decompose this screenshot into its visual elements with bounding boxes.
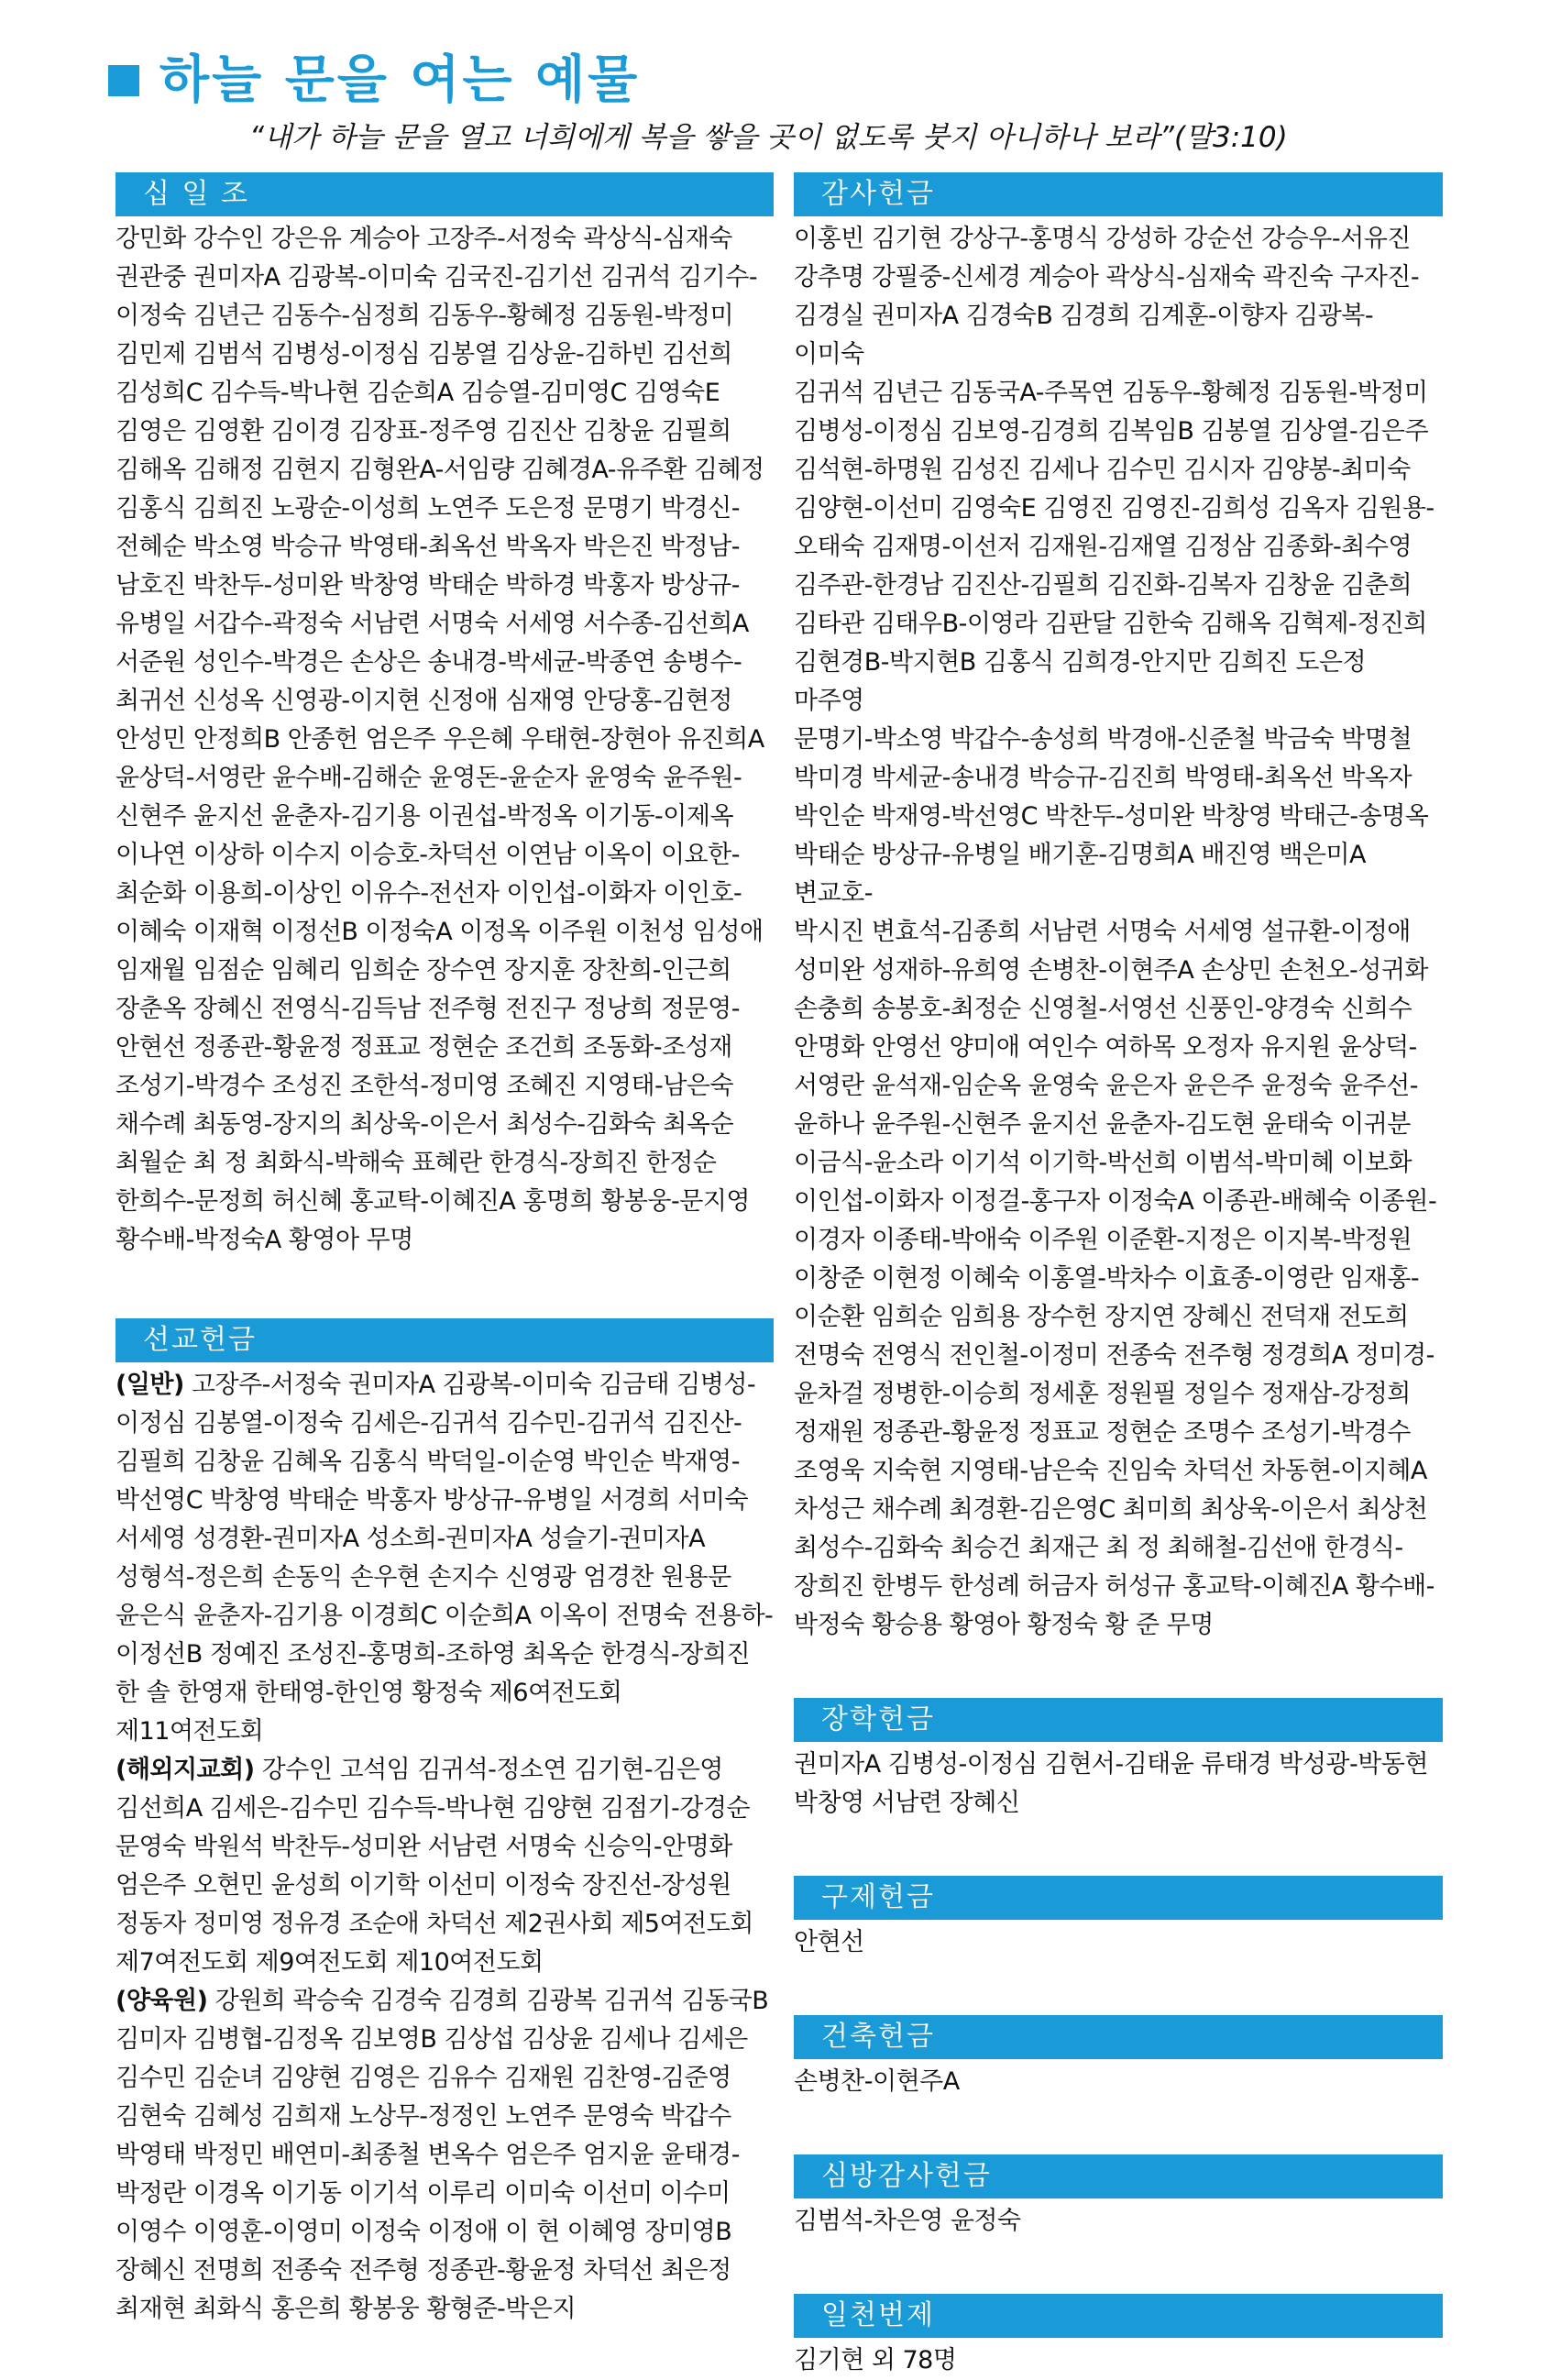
building-list (794, 2063, 1443, 2101)
section-thanks (794, 172, 1443, 1645)
text-line: 윤은식 윤춘자-김기용 이경희C 이순희A 이옥이 전명숙 전용하- (115, 1602, 774, 1630)
text-line: 김필희 김창윤 김혜옥 김홍식 박덕일-이순영 박인순 박재영- (115, 1448, 740, 1476)
page-title: 하늘 문을 여는 예물 (159, 50, 641, 110)
text-line: 김영은 김영환 김이경 김장표-정주영 김진산 김창윤 김필희 (115, 417, 731, 446)
text-line: 박선영C 박창영 박태순 박홍자 방상규-유병일 서경희 서미숙 (115, 1486, 749, 1515)
text-line: 최귀선 신성옥 신영광-이지현 신정애 심재영 안당홍-김현정 (115, 687, 732, 715)
text-line: 장희진 한병두 한성례 허금자 허성규 홍교탁-이혜진A 황수배- (794, 1572, 1435, 1601)
text-line: 김주관-한경남 김진산-김필희 김진화-김복자 김창윤 김춘희 (794, 571, 1413, 600)
text-line: 안현선 (794, 1928, 864, 1956)
section-heading-mission: 선교헌금 (115, 1318, 774, 1362)
scripture-verse: “내가 하늘 문을 열고 너희에게 복을 쌓을 곳이 없도록 붓지 아니하나 보라”(말3:10) (249, 121, 1288, 154)
text-line: 안성민 안정희B 안종헌 엄은주 우은혜 우태현-장현아 유진희A (115, 725, 764, 754)
text-line: 최성수-김화숙 최승건 최재근 최 정 최해철-김선애 한경식- (794, 1534, 1403, 1562)
text-line: 한 솔 한영재 한태영-한인영 황정숙 제6여전도회 제11여전도회 (115, 1679, 622, 1746)
text-line: 김범석-차은영 윤정숙 (794, 2207, 1021, 2235)
text-line: 이순환 임희순 임희용 장수헌 장지연 장혜신 전덕재 전도희 (794, 1303, 1409, 1331)
text-line: 이창준 이현정 이혜숙 이홍열-박차수 이효종-이영란 임재홍- (794, 1264, 1420, 1293)
group-label: (해외지교회) (115, 1756, 255, 1784)
text-line: 성형석-정은희 손동익 손우현 손지수 신영광 엄경찬 원용문 (115, 1563, 731, 1592)
text-line: 이금식-윤소라 이기석 이기학-박선희 이범석-박미혜 이보화 (794, 1149, 1413, 1177)
text-line: 남호진 박찬두-성미완 박창영 박태순 박하경 박홍자 방상규- (115, 571, 740, 600)
spacer (115, 1260, 774, 1318)
text-line: 김민제 김범석 김병성-이정심 김봉열 김상윤-김하빈 김선희 (115, 340, 732, 369)
text-line: 박미경 박세균-송내경 박승규-김진희 박영태-최옥선 박옥자 (794, 764, 1413, 792)
title-row (108, 44, 1483, 117)
text-line: 박태순 방상규-유병일 배기훈-김명희A 배진영 백은미A 변교호- (794, 841, 1366, 908)
text-line: 이혜숙 이재혁 이정선B 이정숙A 이정옥 이주원 이천성 임성애 (115, 918, 764, 946)
text-line: 최순화 이용희-이상인 이유수-전선자 이인섭-이화자 이인호- (115, 879, 742, 908)
text-line: 최재현 최화식 홍은희 황봉웅 황형준-박은지 (115, 2295, 577, 2323)
section-building (794, 2015, 1443, 2101)
text-line: 박창영 서남련 장혜신 (794, 1789, 1020, 1817)
text-line: 정재원 정종관-황윤정 정표교 정현순 조명수 조성기-박경수 (794, 1418, 1411, 1447)
text-line: 김해옥 김해정 김현지 김형완A-서임량 김혜경A-유주환 김혜정 (115, 456, 764, 484)
text-line: (해외지교회) 강수인 고석임 김귀석-정소연 김기현-김은영 (115, 1756, 723, 1784)
text-line: 이경자 이종태-박애숙 이주원 이준환-지정은 이지복-박정원 (794, 1226, 1413, 1254)
text-line: 차성근 채수례 최경환-김은영C 최미희 최상욱-이은서 최상천 (794, 1495, 1428, 1524)
text-line: 최월순 최 정 최화식-박해숙 표혜란 한경식-장희진 한정순 (115, 1149, 717, 1177)
section-heading-scholarship: 장학헌금 (794, 1698, 1443, 1742)
section-scholarship (794, 1698, 1443, 1823)
text-line: 황수배-박정숙A 황영아 무명 (115, 1226, 413, 1254)
text-line: 김경실 권미자A 김경숙B 김경희 김계훈-이향자 김광복-이미숙 (794, 302, 1374, 369)
mission-list (115, 1366, 774, 2329)
text-line: 이홍빈 김기현 강상구-홍명식 강성하 강순선 강승우-서유진 (794, 225, 1411, 253)
text-line: 권미자A 김병성-이정심 김현서-김태윤 류태경 박성광-박동현 (794, 1750, 1428, 1779)
text-line: 박시진 변효석-김종희 서남련 서명숙 서세영 설규환-이정애 (794, 918, 1411, 946)
text-line: 김성희C 김수득-박나현 김순희A 김승열-김미영C 김영숙E (115, 379, 720, 407)
spacer (794, 1645, 1443, 1698)
visit-list (794, 2202, 1443, 2241)
section-heading-onethousand: 일천번제 (794, 2294, 1443, 2338)
group-label: (양육원) (115, 1987, 208, 2015)
text-line: 김선희A 김세은-김수민 김수득-박나현 김양현 김점기-강경순 (115, 1794, 750, 1823)
text-line: 전혜순 박소영 박승규 박영태-최옥선 박옥자 박은진 박정남- (115, 533, 740, 561)
text-line: 서세영 성경환-권미자A 성소희-권미자A 성슬기-권미자A (115, 1525, 706, 1553)
text-line: 김현경B-박지현B 김홍식 김희경-안지만 김희진 도은정 마주영 (794, 648, 1367, 715)
text-line: 김미자 김병협-김정옥 김보영B 김상섭 김상윤 김세나 김세은 (115, 2025, 748, 2054)
text-line: 이인섭-이화자 이정걸-홍구자 이정숙A 이종관-배혜숙 이종원- (794, 1187, 1437, 1216)
text-line: 서영란 윤석재-임순옥 윤영숙 윤은자 윤은주 윤정숙 윤주선- (794, 1072, 1418, 1100)
text-line: 한희수-문정희 허신혜 홍교탁-이혜진A 홍명희 황봉웅-문지영 (115, 1187, 750, 1216)
text-line: 이정숙 김년근 김동수-심정희 김동우-황혜정 김동원-박정미 (115, 302, 734, 330)
text-line: 윤차걸 정병한-이승희 정세훈 정원필 정일수 정재삼-강정희 (794, 1380, 1411, 1408)
relief-list (794, 1923, 1443, 1962)
section-onethousand (794, 2294, 1443, 2380)
text-line: 안현선 정종관-황윤정 정표교 정현순 조건희 조동화-조성재 (115, 1033, 732, 1062)
text-line: 조성기-박경수 조성진 조한석-정미영 조혜진 지영태-남은숙 (115, 1072, 734, 1100)
text-line: 장혜신 전명희 전종숙 전주형 정종관-황윤정 차덕선 최은정 (115, 2256, 731, 2285)
page-header (108, 44, 1483, 117)
section-visit (794, 2154, 1443, 2241)
section-tithe (115, 172, 774, 1260)
text-line: 강추명 강필중-신세경 계승아 곽상식-심재숙 곽진숙 구자진- (794, 263, 1420, 292)
text-line: 유병일 서갑수-곽정숙 서남련 서명숙 서세영 서수종-김선희A (115, 610, 749, 638)
text-line: 이정선B 정예진 조성진-홍명희-조하영 최옥순 한경식-장희진 (115, 1640, 751, 1669)
text-line: 김양현-이선미 김영숙E 김영진 김영진-김희성 김옥자 김원용- (794, 494, 1435, 523)
text-line: 장춘옥 장혜신 전영식-김득남 전주형 전진구 정낭희 정문영- (115, 995, 740, 1023)
text-line: 문명기-박소영 박갑수-송성희 박경애-신준철 박금숙 박명철 (794, 725, 1413, 754)
text-line: 김타관 김태우B-이영라 김판달 김한숙 김해옥 김혁제-정진희 (794, 610, 1427, 638)
text-line: 권관중 권미자A 김광복-이미숙 김국진-김기선 김귀석 김기수- (115, 263, 758, 292)
text-line: (양육원) 강원희 곽승숙 김경숙 김경희 김광복 김귀석 김동국B (115, 1987, 769, 2015)
text-line: 채수례 최동영-장지의 최상욱-이은서 최성수-김화숙 최옥순 (115, 1110, 734, 1139)
text-line: 조영욱 지숙현 지영태-남은숙 진임숙 차덕선 차동현-이지혜A (794, 1457, 1427, 1485)
text-line: 이나연 이상하 이수지 이승호-차덕선 이연남 이옥이 이요한- (115, 841, 740, 869)
text-line: 김기현 외 78명 (794, 2346, 957, 2374)
text-line: 김현숙 김혜성 김희재 노상무-정정인 노연주 문영숙 박갑수 (115, 2102, 731, 2131)
group-label: (일반) (115, 1371, 184, 1399)
text-line: 신현주 윤지선 윤춘자-김기용 이권섭-박정옥 이기동-이제옥 (115, 802, 734, 831)
text-line: 제7여전도회 제9여전도회 제10여전도회 (115, 1948, 544, 1977)
text-line: 박인순 박재영-박선영C 박찬두-성미완 박창영 박태근-송명옥 (794, 802, 1429, 831)
section-heading-relief: 구제헌금 (794, 1876, 1443, 1920)
text-line: 김석현-하명원 김성진 김세나 김수민 김시자 김양봉-최미숙 (794, 456, 1411, 484)
text-line: 안명화 안영선 양미애 여인수 여하목 오정자 유지원 윤상덕- (794, 1033, 1417, 1062)
left-column (115, 172, 774, 2329)
text-line: 손병찬-이현주A (794, 2067, 960, 2096)
text-line: 임재월 임점순 임혜리 임희순 장수연 장지훈 장찬희-인근희 (115, 956, 731, 985)
section-relief (794, 1876, 1443, 1962)
text-line: 박영태 박정민 배연미-최종철 변옥수 엄은주 엄지윤 윤태경- (115, 2141, 740, 2169)
section-heading-tithe: 십 일 조 (115, 172, 774, 216)
text-line: 박정란 이경옥 이기동 이기석 이루리 이미숙 이선미 이수미 (115, 2179, 731, 2208)
text-line: 성미완 성재하-유희영 손병찬-이현주A 손상민 손천오-성귀화 (794, 956, 1428, 985)
text-line: 이영수 이영훈-이영미 이정숙 이정애 이 현 이혜영 장미영B (115, 2218, 732, 2246)
title-bullet-icon (108, 65, 139, 96)
text-line: 김수민 김순녀 김양현 김영은 김유수 김재원 김찬영-김준영 (115, 2064, 731, 2092)
text-line: 전명숙 전영식 전인철-이정미 전종숙 전주형 정경희A 정미경- (794, 1341, 1435, 1370)
spacer (794, 1962, 1443, 2015)
text-line: (일반) 고장주-서정숙 권미자A 김광복-이미숙 김금태 김병성- (115, 1371, 756, 1399)
text-line: 박정숙 황승용 황영아 황정숙 황 준 무명 (794, 1611, 1214, 1639)
text-line: 윤하나 윤주원-신현주 윤지선 윤춘자-김도현 윤태숙 이귀분 (794, 1110, 1411, 1139)
spacer (794, 2101, 1443, 2154)
text-line: 오태숙 김재명-이선저 김재원-김재열 김정삼 김종화-최수영 (794, 533, 1413, 561)
text-line: 문영숙 박원석 박찬두-성미완 서남련 서명숙 신승익-안명화 (115, 1833, 732, 1861)
section-heading-thanks: 감사헌금 (794, 172, 1443, 216)
tithe-list (115, 220, 774, 1260)
spacer (794, 1823, 1443, 1876)
section-mission (115, 1318, 774, 2329)
thanks-list (794, 220, 1443, 1645)
text-line: 손충희 송봉호-최정순 신영철-서영선 신풍인-양경숙 신희수 (794, 995, 1413, 1023)
text-line: 서준원 성인수-박경은 손상은 송내경-박세균-박종연 송병수- (115, 648, 742, 677)
text-line: 이정심 김봉열-이정숙 김세은-김귀석 김수민-김귀석 김진산- (115, 1409, 742, 1438)
scholarship-list (794, 1746, 1443, 1823)
section-heading-visit: 심방감사헌금 (794, 2154, 1443, 2198)
text-line: 엄은주 오현민 윤성희 이기학 이선미 이정숙 장진선-장성원 (115, 1871, 731, 1900)
section-heading-building: 건축헌금 (794, 2015, 1443, 2059)
onethousand-list (794, 2341, 1443, 2380)
text-line: 정동자 정미영 정유경 조순애 차덕선 제2권사회 제5여전도회 (115, 1910, 753, 1938)
spacer (794, 2241, 1443, 2294)
text-line: 윤상덕-서영란 윤수배-김해순 윤영돈-윤순자 윤영숙 윤주원- (115, 764, 742, 792)
text-line: 김홍식 김희진 노광순-이성희 노연주 도은정 문명기 박경신- (115, 494, 740, 523)
right-column (794, 172, 1443, 2380)
text-line: 김병성-이정심 김보영-김경희 김복임B 김봉열 김상열-김은주 (794, 417, 1429, 446)
text-line: 김귀석 김년근 김동국A-주목연 김동우-황혜정 김동원-박정미 (794, 379, 1428, 407)
text-line: 강민화 강수인 강은유 계승아 고장주-서정숙 곽상식-심재숙 (115, 225, 732, 253)
